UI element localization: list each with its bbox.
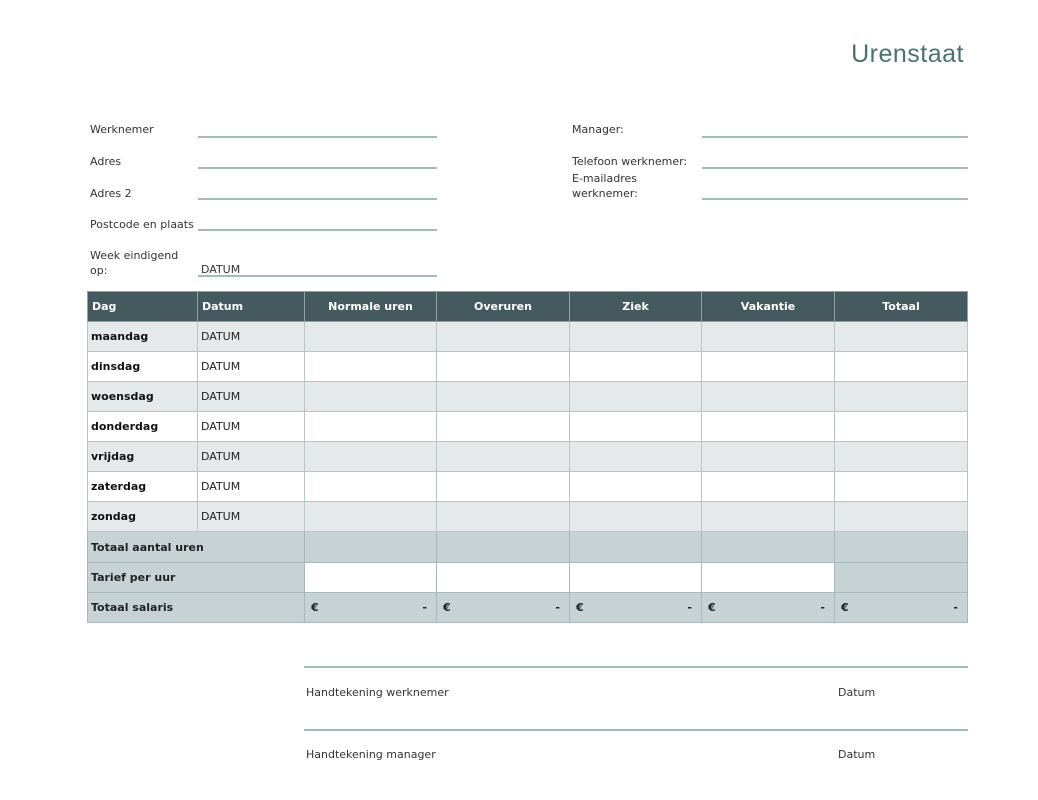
total-overtime-cell (437, 532, 570, 563)
total-cell (835, 502, 968, 532)
day-cell: zaterdag (88, 472, 198, 502)
table-header-row (88, 292, 968, 322)
postcode-label: Postcode en plaats (90, 218, 194, 231)
currency-symbol: € (311, 601, 319, 614)
table-row (88, 412, 968, 442)
salary-value: - (953, 601, 958, 614)
sick-cell[interactable] (570, 352, 702, 382)
vacation-cell[interactable] (702, 322, 835, 352)
total-regular-cell (305, 532, 437, 563)
salary-vacation-cell (702, 593, 835, 623)
salary-row (88, 593, 968, 623)
email-label: E-mailadres werknemer: (572, 172, 638, 200)
date-cell[interactable]: DATUM (198, 502, 305, 532)
overtime-cell[interactable] (437, 442, 570, 472)
total-vacation-cell (702, 532, 835, 563)
vacation-cell[interactable] (702, 352, 835, 382)
table-row (88, 382, 968, 412)
manager-signature-date-label: Datum (838, 748, 876, 761)
vacation-cell[interactable] (702, 472, 835, 502)
employee-field[interactable] (198, 135, 437, 138)
employee-signature-date-label: Datum (838, 686, 876, 699)
postcode-field[interactable] (198, 228, 437, 231)
table-row (88, 502, 968, 532)
sick-cell[interactable] (570, 322, 702, 352)
rate-regular-input[interactable] (305, 563, 437, 593)
currency-symbol: € (841, 601, 849, 614)
rate-sick-input[interactable] (570, 563, 702, 593)
salary-value: - (422, 601, 427, 614)
total-sick-cell (570, 532, 702, 563)
salary-regular-cell (305, 593, 437, 623)
total-cell (835, 472, 968, 502)
employee-signature-label: Handtekening werknemer (306, 686, 449, 699)
total-cell (835, 352, 968, 382)
regular-hours-cell[interactable] (305, 442, 437, 472)
week-ending-label: Week eindigend op: (90, 249, 179, 277)
date-cell[interactable]: DATUM (198, 382, 305, 412)
sick-cell[interactable] (570, 382, 702, 412)
manager-signature-line[interactable] (304, 729, 968, 731)
day-cell: donderdag (88, 412, 198, 442)
sick-cell[interactable] (570, 442, 702, 472)
header-sick: Ziek (570, 292, 702, 322)
rate-overtime-input[interactable] (437, 563, 570, 593)
vacation-cell[interactable] (702, 412, 835, 442)
salary-value: - (555, 601, 560, 614)
regular-hours-cell[interactable] (305, 502, 437, 532)
table-row (88, 472, 968, 502)
date-cell[interactable]: DATUM (198, 352, 305, 382)
table-row (88, 322, 968, 352)
salary-total-cell (835, 593, 968, 623)
overtime-cell[interactable] (437, 502, 570, 532)
page-title: Urenstaat (851, 40, 964, 68)
table-row (88, 442, 968, 472)
week-ending-field[interactable] (198, 274, 437, 277)
currency-symbol: € (576, 601, 584, 614)
header-total: Totaal (835, 292, 968, 322)
date-cell[interactable]: DATUM (198, 412, 305, 442)
header-overtime: Overuren (437, 292, 570, 322)
regular-hours-cell[interactable] (305, 412, 437, 442)
day-cell: zondag (88, 502, 198, 532)
vacation-cell[interactable] (702, 442, 835, 472)
salary-label: Totaal salaris (88, 593, 305, 623)
currency-symbol: € (708, 601, 716, 614)
total-cell (835, 322, 968, 352)
sick-cell[interactable] (570, 472, 702, 502)
phone-field[interactable] (702, 166, 968, 169)
day-cell: maandag (88, 322, 198, 352)
date-cell[interactable]: DATUM (198, 322, 305, 352)
vacation-cell[interactable] (702, 502, 835, 532)
phone-label: Telefoon werknemer: (572, 155, 688, 168)
regular-hours-cell[interactable] (305, 352, 437, 382)
manager-signature-label: Handtekening manager (306, 748, 436, 761)
total-cell (835, 442, 968, 472)
header-vacation: Vakantie (702, 292, 835, 322)
week-ending-value: DATUM (201, 263, 241, 276)
address2-field[interactable] (198, 197, 437, 200)
day-cell: dinsdag (88, 352, 198, 382)
currency-symbol: € (443, 601, 451, 614)
email-field[interactable] (702, 197, 968, 200)
overtime-cell[interactable] (437, 472, 570, 502)
header-regular-hours: Normale uren (305, 292, 437, 322)
header-date: Datum (198, 292, 305, 322)
overtime-cell[interactable] (437, 322, 570, 352)
address2-label: Adres 2 (90, 187, 132, 200)
date-cell[interactable]: DATUM (198, 442, 305, 472)
sick-cell[interactable] (570, 412, 702, 442)
total-total-cell (835, 532, 968, 563)
rate-row (88, 563, 968, 593)
regular-hours-cell[interactable] (305, 322, 437, 352)
regular-hours-cell[interactable] (305, 472, 437, 502)
manager-field[interactable] (702, 135, 968, 138)
rate-vacation-input[interactable] (702, 563, 835, 593)
overtime-cell[interactable] (437, 352, 570, 382)
vacation-cell[interactable] (702, 382, 835, 412)
address-field[interactable] (198, 166, 437, 169)
date-cell[interactable]: DATUM (198, 472, 305, 502)
employee-label: Werknemer (90, 123, 154, 136)
rate-label: Tarief per uur (88, 563, 305, 593)
overtime-cell[interactable] (437, 382, 570, 412)
total-hours-row (88, 532, 968, 563)
manager-label: Manager: (572, 123, 624, 136)
day-cell: woensdag (88, 382, 198, 412)
address-label: Adres (90, 155, 122, 168)
header-day: Dag (88, 292, 198, 322)
rate-total-cell (835, 563, 968, 593)
total-cell (835, 382, 968, 412)
salary-overtime-cell (437, 593, 570, 623)
total-cell (835, 412, 968, 442)
timesheet-table (87, 291, 968, 623)
day-cell: vrijdag (88, 442, 198, 472)
sick-cell[interactable] (570, 502, 702, 532)
table-row (88, 352, 968, 382)
employee-signature-line[interactable] (304, 666, 968, 668)
salary-sick-cell (570, 593, 702, 623)
salary-value: - (687, 601, 692, 614)
overtime-cell[interactable] (437, 412, 570, 442)
regular-hours-cell[interactable] (305, 382, 437, 412)
salary-value: - (820, 601, 825, 614)
total-hours-label: Totaal aantal uren (88, 532, 305, 563)
